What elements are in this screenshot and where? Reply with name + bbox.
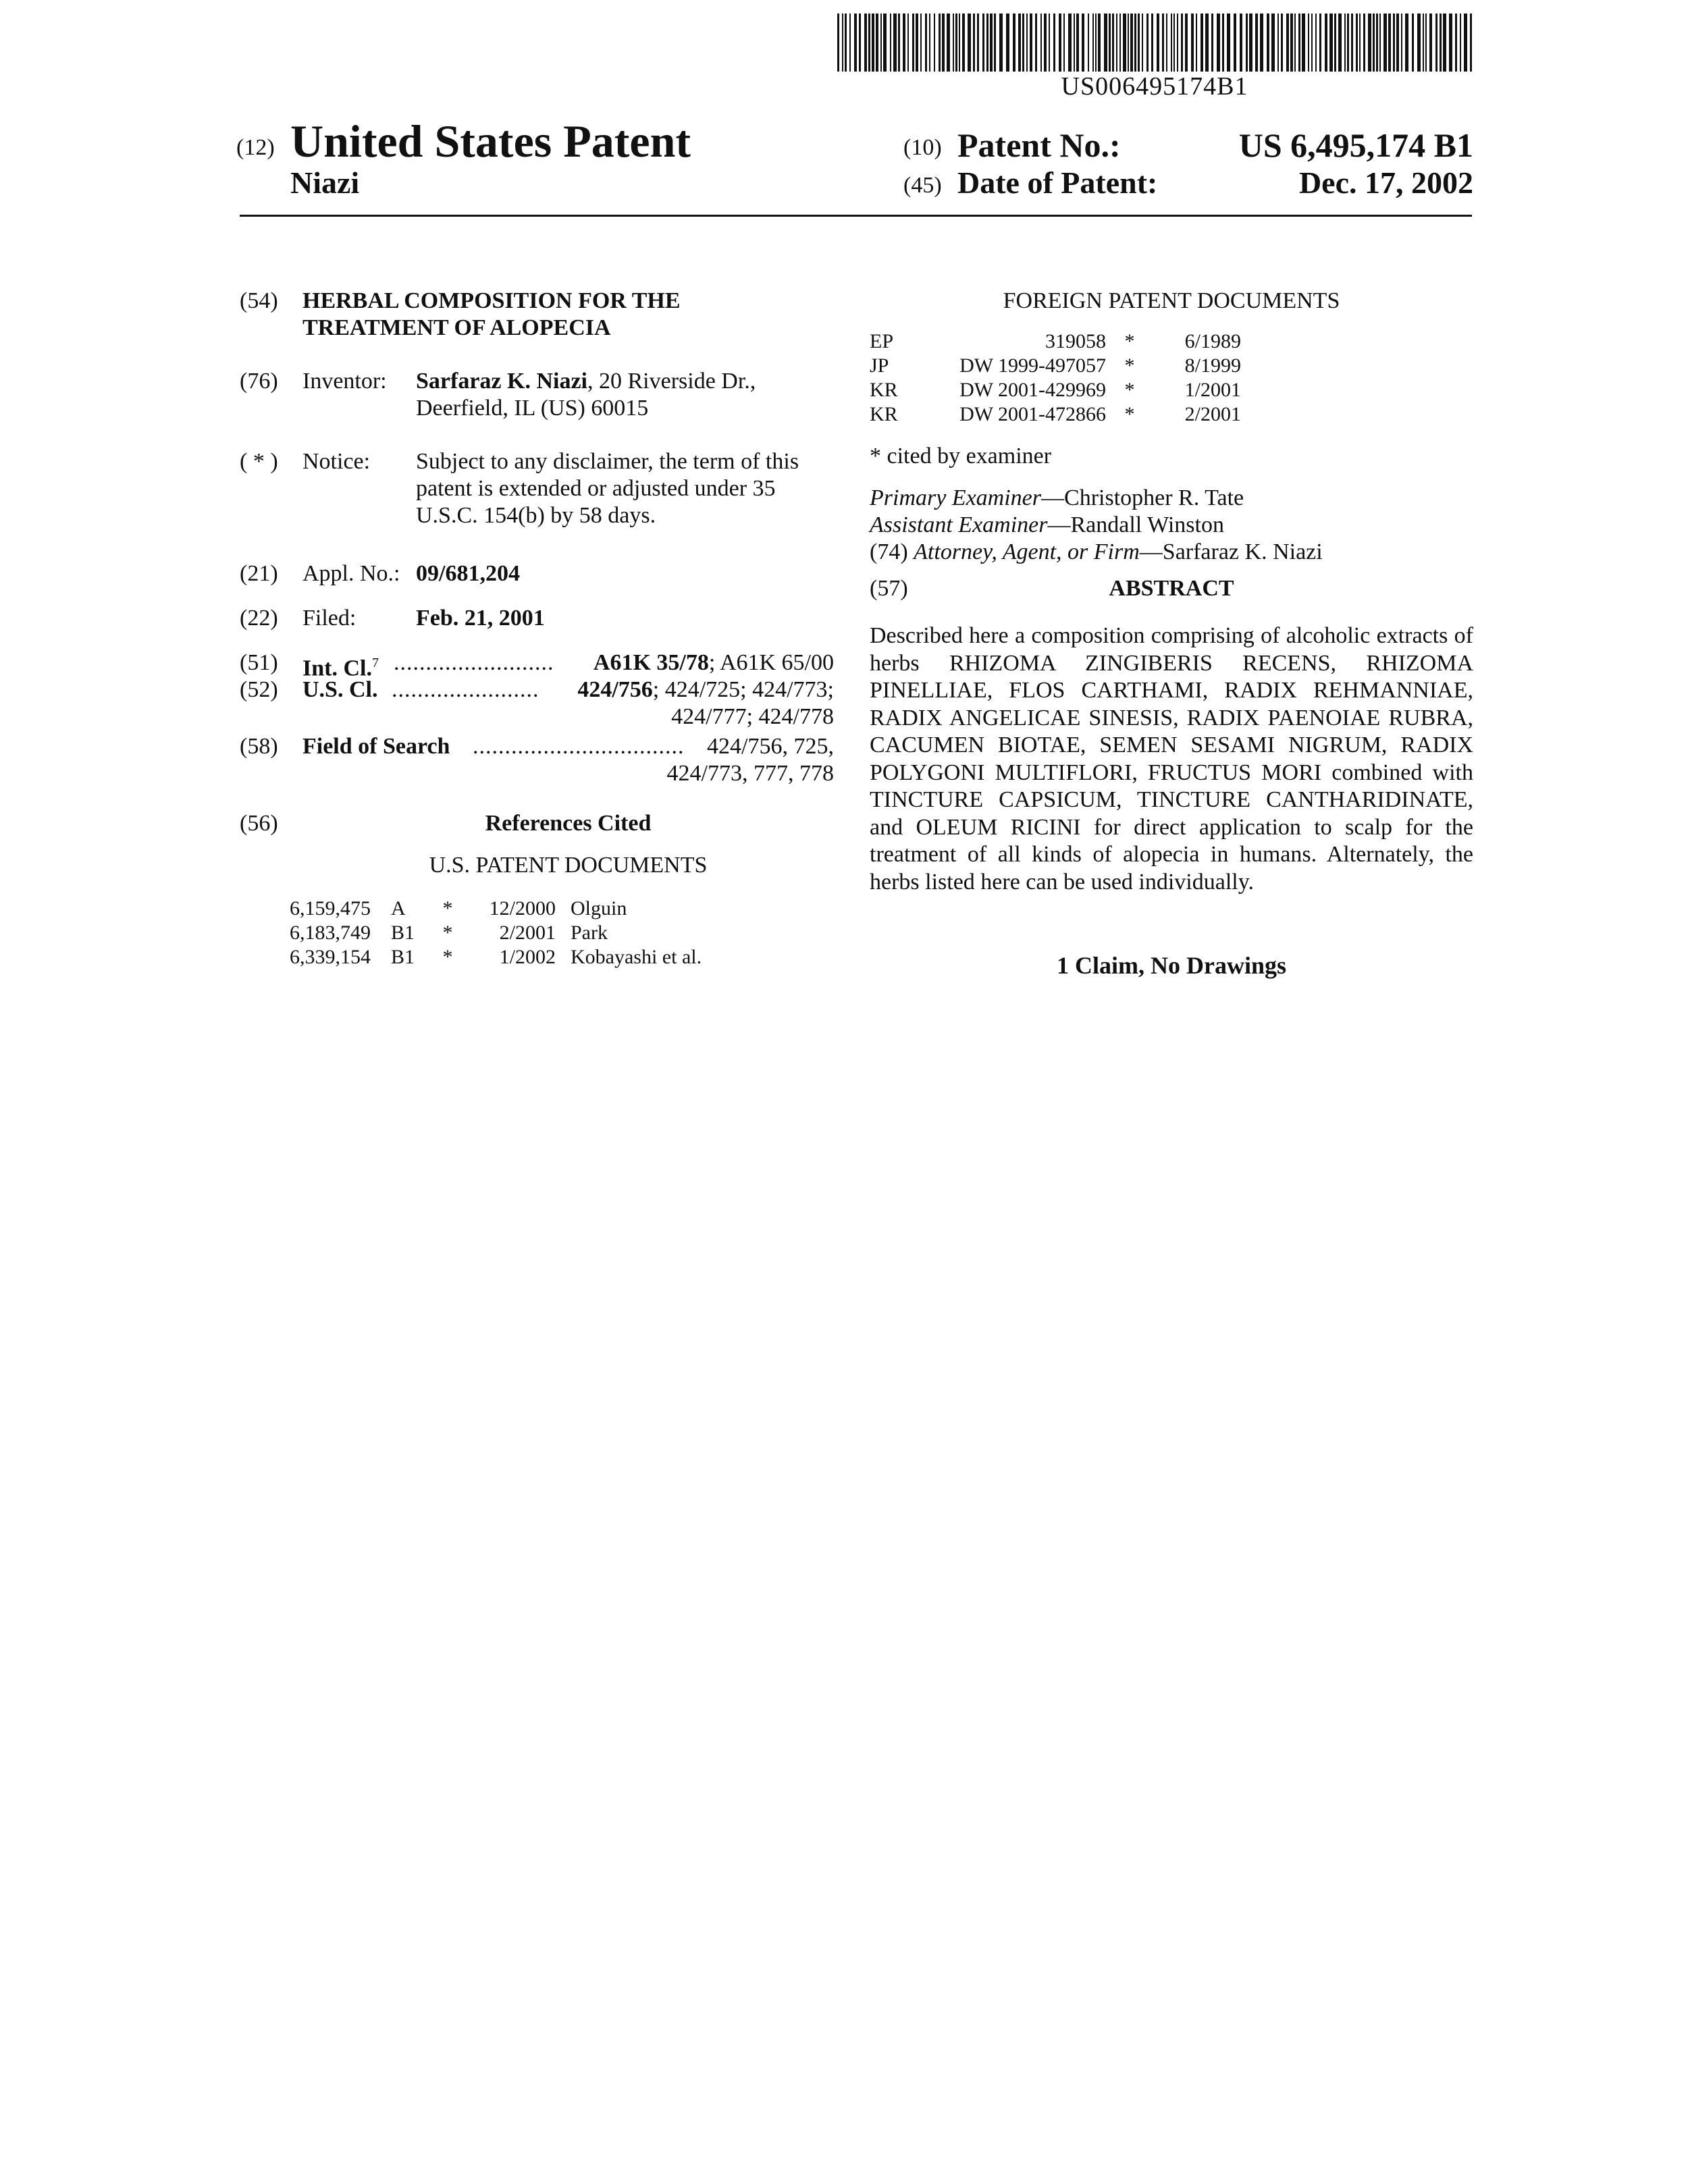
assistant-examiner-label: Assistant Examiner <box>870 512 1048 537</box>
foreign-patent-star: * <box>1124 354 1135 377</box>
int-cl-sup: 7 <box>371 656 379 670</box>
us-patent-kind: B1 <box>391 922 415 944</box>
us-patent-kind: A <box>391 897 406 920</box>
code-58: (58) <box>240 734 278 759</box>
right-column <box>870 0 1473 2184</box>
attorney-name: —Sarfaraz K. Niazi <box>1139 539 1323 564</box>
foreign-patent-country: EP <box>870 330 894 352</box>
us-patent-table <box>290 897 702 969</box>
int-cl-text: Int. Cl. <box>302 656 372 681</box>
field-of-search-dots: ................................. <box>473 734 685 759</box>
code-51: (51) <box>240 650 278 675</box>
barcode-bar <box>842 14 843 72</box>
date-label: Date of Patent: <box>957 165 1158 200</box>
claims-summary: 1 Claim, No Drawings <box>1057 952 1286 979</box>
assistant-examiner-name: —Randall Winston <box>1047 512 1224 537</box>
patent-type-title: United States Patent <box>290 115 691 167</box>
foreign-patent-star: * <box>1124 403 1135 425</box>
int-cl-value <box>564 649 834 676</box>
us-patent-star: * <box>442 897 453 920</box>
field-of-search-line2: 424/773, 777, 778 <box>666 761 834 786</box>
us-cl-secondary: ; 424/725; 424/773; <box>652 677 834 702</box>
primary-examiner-label: Primary Examiner <box>870 485 1042 510</box>
us-patent-date: 12/2000 <box>489 897 556 920</box>
patent-no-label: Patent No.: <box>957 126 1121 164</box>
code-74: (74) <box>870 539 908 564</box>
foreign-patent-table <box>870 329 1241 427</box>
code-57: (57) <box>870 576 908 601</box>
us-patent-number: 6,159,475 <box>290 897 371 920</box>
references-cited-heading: References Cited <box>485 811 652 836</box>
notice-line3: U.S.C. 154(b) by 58 days. <box>416 503 656 528</box>
us-patent-row <box>290 921 702 945</box>
barcode-bar <box>854 14 857 72</box>
left-column <box>240 0 834 2184</box>
barcode-bar <box>845 14 847 72</box>
us-patent-kind: B1 <box>391 946 415 968</box>
foreign-patent-documents-heading: FOREIGN PATENT DOCUMENTS <box>1003 288 1340 313</box>
code-56: (56) <box>240 811 278 836</box>
inventor-line1 <box>416 368 756 395</box>
foreign-patent-country: JP <box>870 354 889 377</box>
notice-line1: Subject to any disclaimer, the term of this <box>416 449 799 474</box>
code-54: (54) <box>240 288 278 313</box>
barcode-number: US006495174B1 <box>1061 72 1248 101</box>
foreign-patent-date: 2/2001 <box>1184 403 1241 425</box>
us-patent-name: Park <box>571 922 608 944</box>
code-22: (22) <box>240 606 278 631</box>
foreign-patent-row <box>870 378 1241 402</box>
abstract-heading: ABSTRACT <box>1109 576 1234 601</box>
us-cl-label: U.S. Cl. <box>302 677 378 702</box>
foreign-patent-date: 1/2001 <box>1184 379 1241 401</box>
notice-line2: patent is extended or adjusted under 35 <box>416 476 776 501</box>
assistant-examiner <box>870 512 1224 539</box>
barcode-bar <box>859 14 861 72</box>
us-patent-number: 6,183,749 <box>290 922 371 944</box>
int-cl-dots: ......................... <box>394 650 554 675</box>
barcode-bar <box>864 14 867 72</box>
cited-by-examiner-note: * cited by examiner <box>870 444 1052 469</box>
foreign-patent-number: DW 2001-472866 <box>959 403 1106 425</box>
foreign-patent-number: DW 1999-497057 <box>959 354 1106 377</box>
invention-title-line2: TREATMENT OF ALOPECIA <box>302 315 611 340</box>
us-patent-documents-heading: U.S. PATENT DOCUMENTS <box>429 853 708 878</box>
code-76: (76) <box>240 369 278 394</box>
patent-number: US 6,495,174 B1 <box>1238 126 1473 164</box>
filed-value: Feb. 21, 2001 <box>416 606 545 631</box>
us-cl-line2: 424/777; 424/778 <box>671 704 834 729</box>
abstract-text: Described here a composition comprising of alcoholic extracts of herbs RHIZOMA ZINGIBERIS RECENS, RHIZOMA PINELLIAE, FLOS CARTHAMI, RADIX REHMANNIAE, RADIX ANGELICAE SINESIS, RADIX PAENOIAE RUBRA, CACUMEN BIOTAE, SEMEN SESAMI NIGRUM, RADIX POLYGONI MULTIFLORI, FRUCTUS MORI combined with TINCTURE CAPSICUM, TINCTURE CANTHARIDINATE, and OLEUM RICINI for direct application to scalp for the treatment of all kinds of alopecia in humans. Alternately, the herbs listed here can be used individually. <box>870 623 1473 895</box>
us-patent-row <box>290 945 702 969</box>
us-patent-star: * <box>442 922 453 944</box>
code-12: (12) <box>236 135 275 160</box>
primary-examiner <box>870 485 1244 512</box>
barcode-bar <box>849 14 851 72</box>
barcode-bar <box>837 14 839 72</box>
filed-label: Filed: <box>302 606 357 631</box>
foreign-patent-number: 319058 <box>1045 330 1106 352</box>
foreign-patent-row <box>870 354 1241 378</box>
us-patent-number: 6,339,154 <box>290 946 371 968</box>
appl-no-value: 09/681,204 <box>416 561 520 586</box>
us-cl-value <box>564 676 834 703</box>
attorney-label: Attorney, Agent, or Firm <box>914 539 1140 564</box>
code-52: (52) <box>240 677 278 702</box>
primary-examiner-name: —Christopher R. Tate <box>1041 485 1244 510</box>
us-patent-row <box>290 897 702 921</box>
us-patent-date: 1/2002 <box>499 946 556 968</box>
foreign-patent-row <box>870 329 1241 354</box>
inventor-address2: Deerfield, IL (US) 60015 <box>416 396 649 421</box>
code-45: (45) <box>903 173 942 198</box>
invention-title-line1: HERBAL COMPOSITION FOR THE <box>302 288 681 313</box>
us-patent-name: Olguin <box>571 897 627 920</box>
foreign-patent-date: 8/1999 <box>1184 354 1241 377</box>
int-cl-secondary: ; A61K 65/00 <box>708 650 834 675</box>
inventor-name: Sarfaraz K. Niazi <box>416 369 587 394</box>
code-notice: ( * ) <box>240 449 278 474</box>
field-of-search-value: 424/756, 725, <box>707 734 834 759</box>
foreign-patent-country: KR <box>870 403 898 425</box>
int-cl-primary: A61K 35/78 <box>593 650 709 675</box>
foreign-patent-country: KR <box>870 379 898 401</box>
us-patent-star: * <box>442 946 453 968</box>
foreign-patent-row <box>870 402 1241 427</box>
us-patent-date: 2/2001 <box>499 922 556 944</box>
inventor-surname: Niazi <box>290 165 360 200</box>
foreign-patent-date: 6/1989 <box>1184 330 1241 352</box>
code-10: (10) <box>903 135 942 160</box>
attorney <box>870 539 1323 566</box>
us-patent-name: Kobayashi et al. <box>571 946 702 968</box>
us-cl-dots: ....................... <box>392 677 539 702</box>
notice-label: Notice: <box>302 449 371 474</box>
foreign-patent-star: * <box>1124 330 1135 352</box>
foreign-patent-number: DW 2001-429969 <box>959 379 1106 401</box>
inventor-address1: , 20 Riverside Dr., <box>587 369 756 394</box>
foreign-patent-star: * <box>1124 379 1135 401</box>
us-cl-primary: 424/756 <box>577 677 653 702</box>
code-21: (21) <box>240 561 278 586</box>
inventor-label: Inventor: <box>302 369 387 394</box>
appl-no-label: Appl. No.: <box>302 561 400 586</box>
field-of-search-label: Field of Search <box>302 734 450 759</box>
patent-date: Dec. 17, 2002 <box>1298 165 1473 200</box>
